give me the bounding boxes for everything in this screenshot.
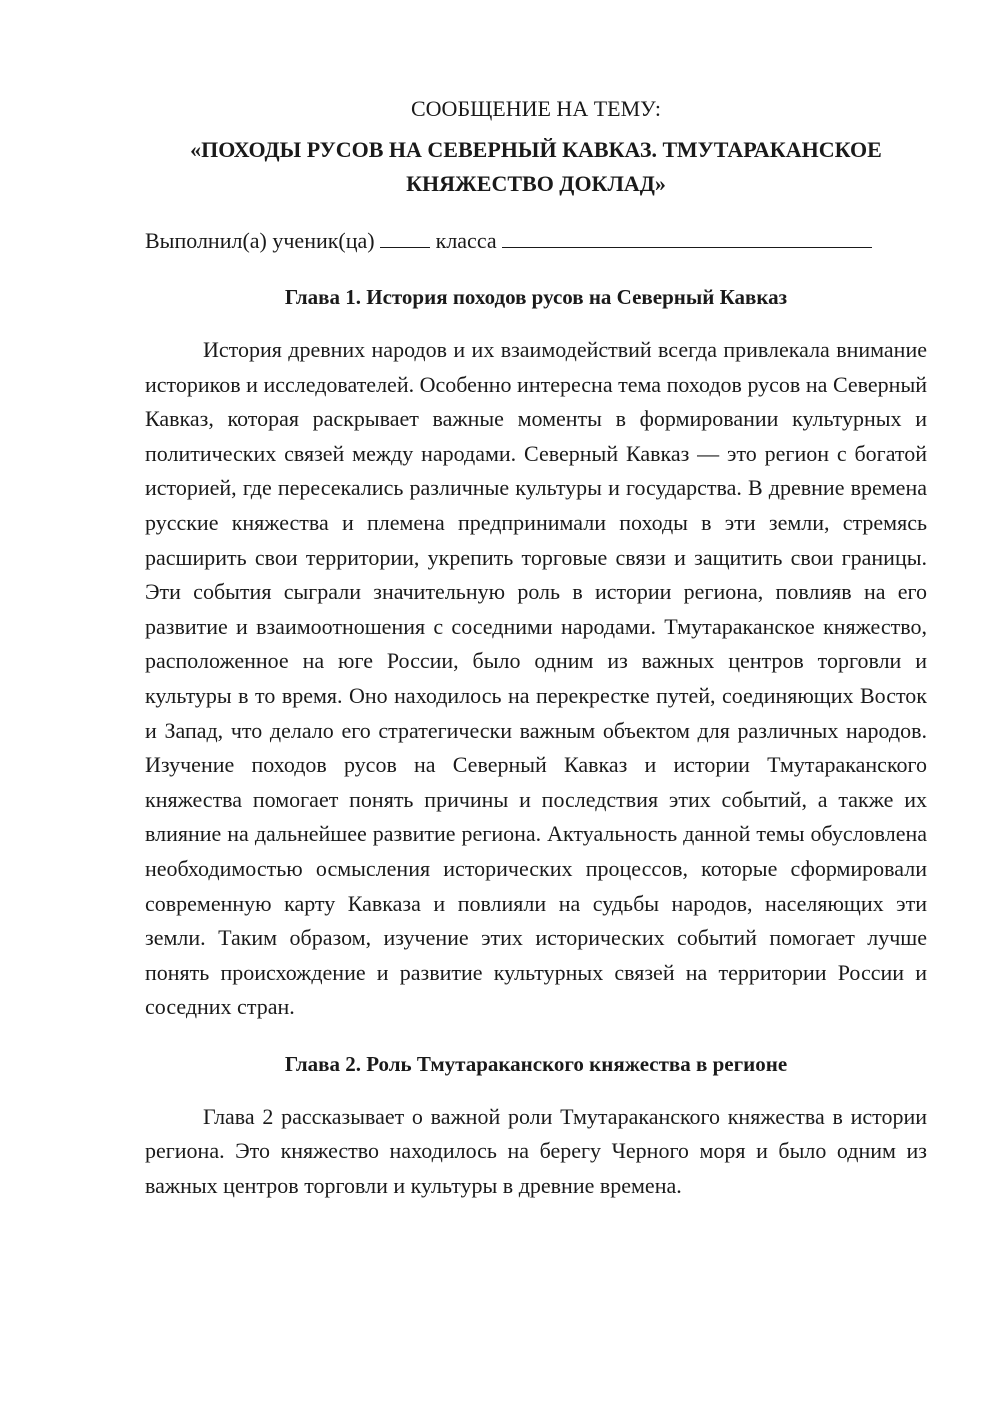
document-title [145, 133, 927, 201]
chapter-1-paragraph: История древних народов и их взаимодействий всегда привлекала внимание историков и исследователей. Особенно интересна тема походов русов на Северный Кавказ, которая раскрывает важные моменты в формировании культурных и политических связей между народами. Северный Кавказ — это регион с богатой историей, где пересекались различные культуры и государства. В древние времена русские княжества и племена предпринимали походы в эти земли, стремясь расширить свои территории, укрепить торговые связи и защитить свои границы. Эти события сыграли значительную роль в истории региона, повлияв на его развитие и взаимоотношения с соседними народами. Тмутараканское княжество, расположенное на юге России, было одним из важных центров торговли и культуры в то время. Оно находилось на перекрестке путей, соединяющих Восток и Запад, что делало его стратегически важным объектом для различных народов. Изучение походов русов на Северный Кавказ и истории Тмутараканского княжества помогает понять причины и последствия этих событий, а также их влияние на дальнейшее развитие региона. Актуальность данной темы обусловлена необходимостью осмысления исторических процессов, которые сформировали современную карту Кавказа и повлияли на судьбы народов, населяющих эти земли. Таким образом, изучение этих исторических событий помогает лучше понять происхождение и развитие культурных связей на территории России и соседних стран. [145, 337, 927, 1020]
document-header: СООБЩЕНИЕ НА ТЕМУ: [411, 96, 661, 121]
document-title-line-1: «ПОХОДЫ РУСОВ НА СЕВЕРНЫЙ КАВКАЗ. ТМУТАРАКАНСКОЕ [190, 137, 882, 162]
author-line [145, 224, 927, 258]
document-page [145, 92, 927, 1204]
class-blank [380, 225, 430, 248]
author-label: Выполнил(а) ученик(ца) [145, 228, 375, 253]
chapter-2-paragraph: Глава 2 рассказывает о важной роли Тмутараканского княжества в истории региона. Это княжество находилось на берегу Черного моря и было одним из важных центров торговли и культуры в древние времена. [145, 1103, 927, 1199]
chapter-2-heading: Глава 2. Роль Тмутараканского княжества в регионе [284, 1051, 788, 1076]
name-blank [502, 225, 872, 248]
document-title-line-2: КНЯЖЕСТВО ДОКЛАД» [406, 171, 666, 196]
class-label: класса [435, 228, 497, 253]
chapter-1-heading: Глава 1. История походов русов на Северный Кавказ [284, 285, 788, 309]
